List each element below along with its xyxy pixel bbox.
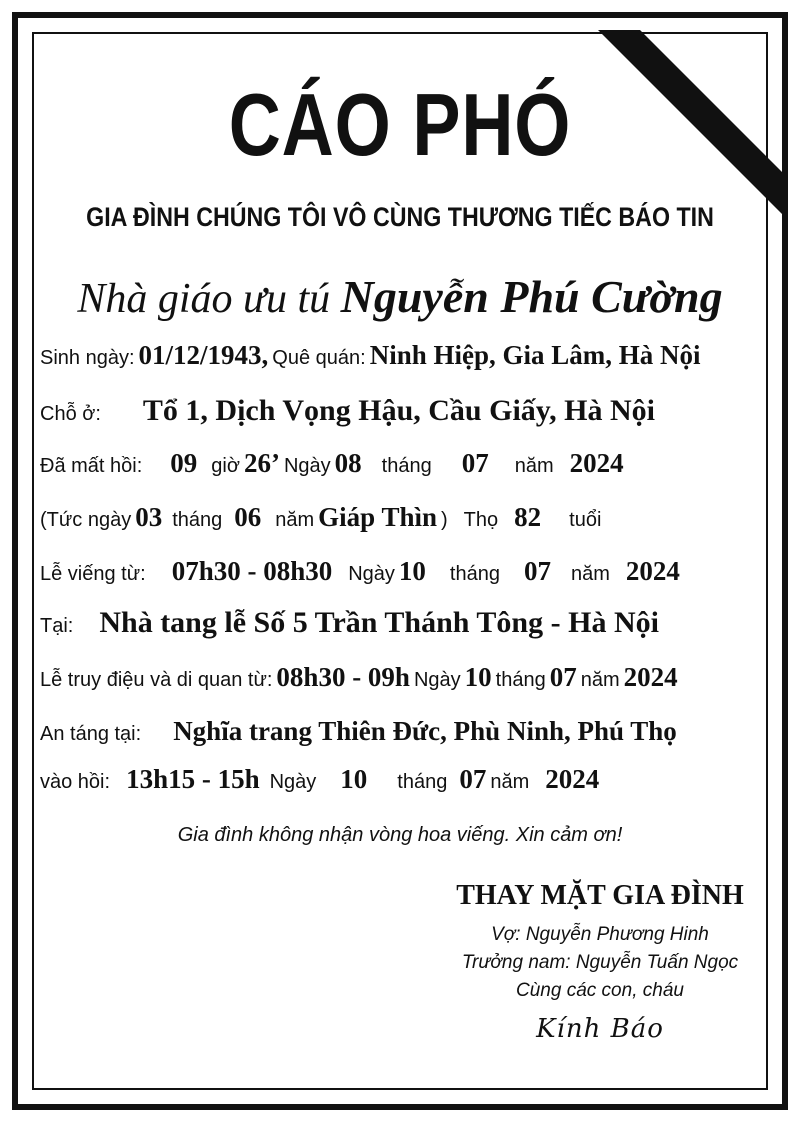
announcement-subtitle: GIA ĐÌNH CHÚNG TÔI VÔ CÙNG THƯƠNG TIẾC BÁO TIN (86, 202, 714, 232)
venue-value: Nhà tang lễ Số 5 Trần Thánh Tông - Hà Nội (99, 606, 659, 639)
lunar-month-label: tháng (172, 509, 223, 531)
birth-label: Sinh ngày: (40, 347, 135, 369)
visitation-time: 07h30 - 08h30 (171, 556, 333, 586)
visitation-month: 07 (523, 556, 551, 586)
closing-kinh-bao: Kính Báo (536, 1014, 664, 1044)
signature-eldest-son: Trưởng nam: Nguyễn Tuấn Ngọc (461, 952, 739, 973)
memorial-day-label: Ngày (413, 669, 461, 691)
memorial-month: 07 (549, 662, 577, 692)
venue-label: Tại: (40, 615, 74, 637)
death-year: 2024 (569, 448, 624, 478)
residence-label: Chỗ ở: (40, 403, 101, 425)
burial-year-label: năm (490, 771, 530, 793)
honoree-line (0, 270, 800, 323)
burial-year: 2024 (545, 764, 600, 794)
memorial-label: Lễ truy điệu và di quan từ: (40, 669, 273, 691)
death-minute: 26’ (243, 448, 280, 478)
honoree-prefix: Nhà giáo ưu tú (77, 276, 331, 322)
death-day: 08 (334, 448, 362, 478)
memorial-row (40, 662, 678, 693)
visitation-day: 10 (398, 556, 426, 586)
venue-row (40, 606, 659, 640)
signature-wife: Vợ: Nguyễn Phương Hinh (491, 924, 709, 945)
memorial-year-label: năm (580, 669, 620, 691)
no-wreaths-note: Gia đình không nhận vòng hoa viếng. Xin cảm ơn! (177, 824, 623, 846)
visitation-day-label: Ngày (348, 563, 395, 585)
birth-date: 01/12/1943, (138, 340, 269, 370)
death-hour-label: giờ (211, 455, 240, 477)
burial-day-label: Ngày (269, 771, 317, 793)
age-value: 82 (514, 502, 542, 532)
death-day-label: Ngày (283, 455, 331, 477)
memorial-day: 10 (464, 662, 492, 692)
death-label: Đã mất hồi: (40, 455, 143, 477)
burial-value: Nghĩa trang Thiên Đức, Phù Ninh, Phú Thọ (173, 716, 677, 746)
lunar-open-label: (Tức ngày (40, 509, 132, 531)
signature-heading: THAY MẶT GIA ĐÌNH (456, 880, 744, 911)
signature-family: Cùng các con, cháu (516, 980, 684, 1001)
visitation-row (40, 556, 680, 587)
lunar-month: 06 (234, 502, 262, 532)
lunar-close: ) (441, 509, 448, 531)
visitation-label: Lễ viếng từ: (40, 563, 146, 585)
page-title: CÁO PHÓ (228, 75, 572, 174)
memorial-month-label: tháng (495, 669, 546, 691)
death-year-label: năm (514, 455, 554, 477)
burial-month: 07 (459, 764, 487, 794)
visitation-month-label: tháng (449, 563, 500, 585)
lunar-day: 03 (135, 502, 163, 532)
hometown-value: Ninh Hiệp, Gia Lâm, Hà Nội (369, 340, 701, 370)
hometown-label: Quê quán: (272, 347, 366, 369)
lunar-year-label: năm (275, 509, 315, 531)
lunar-year: Giáp Thìn (318, 502, 437, 532)
death-hour: 09 (170, 448, 198, 478)
honoree-name: Nguyễn Phú Cường (340, 271, 723, 322)
burial-row (40, 716, 677, 747)
age-label: Thọ (463, 509, 499, 531)
burial-label: An táng tại: (40, 723, 142, 745)
death-month-label: tháng (381, 455, 432, 477)
death-row (40, 448, 624, 479)
residence-row (40, 394, 655, 428)
burial-month-label: tháng (397, 771, 448, 793)
death-month: 07 (461, 448, 489, 478)
memorial-time: 08h30 - 09h (276, 662, 410, 692)
lunar-row (40, 502, 601, 533)
memorial-year: 2024 (623, 662, 678, 692)
visitation-year-label: năm (570, 563, 610, 585)
residence-value: Tổ 1, Dịch Vọng Hậu, Cầu Giấy, Hà Nội (142, 394, 655, 427)
burial-time-row (40, 764, 599, 795)
birth-row (40, 340, 701, 371)
visitation-year: 2024 (625, 556, 680, 586)
burial-day: 10 (340, 764, 368, 794)
burial-time-label: vào hồi: (40, 771, 111, 793)
burial-time-value: 13h15 - 15h (126, 764, 260, 794)
age-unit: tuổi (569, 509, 602, 531)
